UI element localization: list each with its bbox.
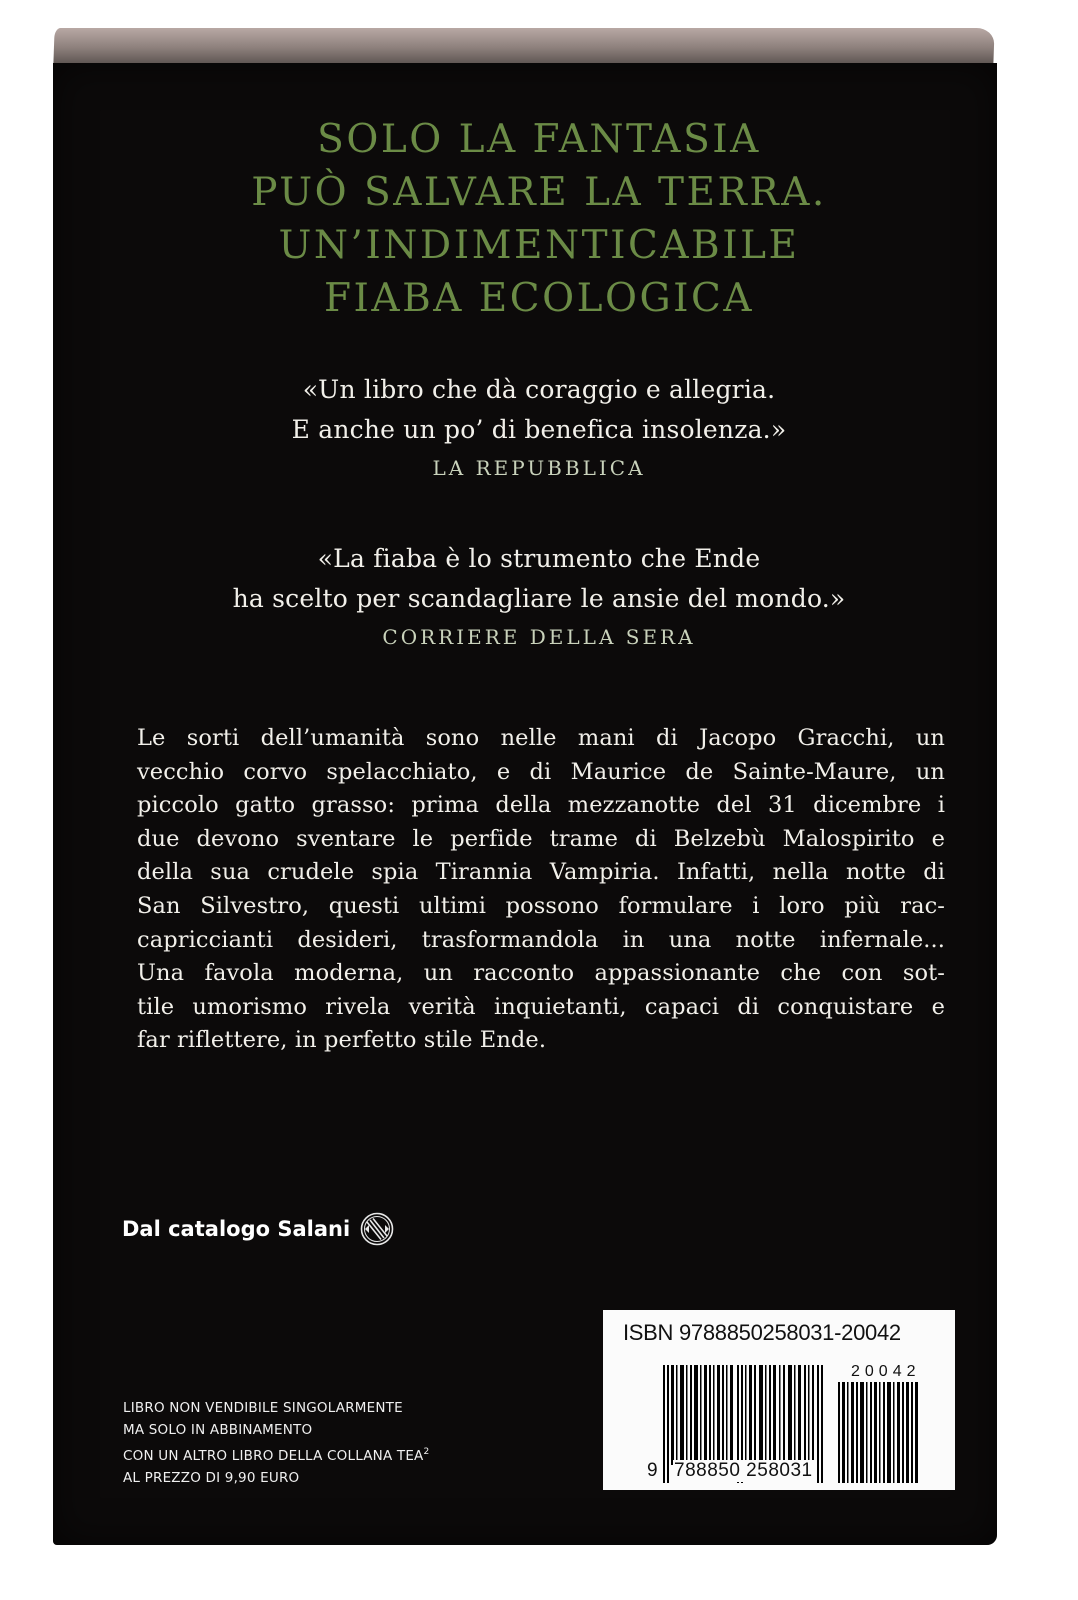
- quote-source: LA REPUBBLICA: [432, 456, 646, 480]
- synopsis: [137, 722, 945, 1058]
- notice-line-text: CON UN ALTRO LIBRO DELLA COLLANA TEA: [123, 1448, 424, 1464]
- addon-barcode-icon: [838, 1382, 918, 1483]
- synopsis-line: Una favola moderna, un racconto appassionante che con sot-: [137, 960, 945, 987]
- publisher-catalog: [122, 1212, 394, 1246]
- notice-line: AL PREZZO DI 9,90 EURO: [123, 1470, 300, 1486]
- synopsis-line: San Silvestro, questi ultimi possono formulare i loro più rac-: [137, 892, 945, 919]
- ean-digits: 788850 258031: [674, 1460, 813, 1481]
- quote-line: «Un libro che dà coraggio e allegria.: [302, 375, 776, 404]
- headline-line: SOLO LA FANTASIA: [317, 117, 761, 162]
- notice-line: LIBRO NON VENDIBILE SINGOLARMENTE: [123, 1400, 403, 1416]
- salani-logo-icon: [360, 1212, 394, 1246]
- synopsis-line: della sua crudele spia Tirannia Vampiria. Infatti, nella notte di: [137, 859, 945, 886]
- headline-line: UN’INDIMENTICABILE: [278, 223, 800, 268]
- quote-line: E anche un po’ di benefica insolenza.»: [291, 415, 787, 444]
- book-top-edge: [53, 28, 994, 64]
- synopsis-line: far riflettere, in perfetto stile Ende.: [137, 1027, 547, 1054]
- synopsis-line: due devono sventare le perfide trame di Belzebù Malospirito e: [137, 825, 945, 852]
- sale-notice: [123, 1397, 429, 1489]
- headline-line: PUÒ SALVARE LA TERRA.: [251, 170, 827, 215]
- review-quote-repubblica: [0, 370, 1078, 486]
- headline-line: FIABA ECOLOGICA: [323, 276, 755, 321]
- quote-line: ha scelto per scandagliare le ansie del mondo.»: [232, 584, 846, 613]
- quote-source: CORRIERE DELLA SERA: [382, 625, 696, 649]
- addon-digits: 20042: [851, 1363, 921, 1380]
- notice-line: [123, 1441, 429, 1467]
- isbn-barcode-label: [603, 1310, 955, 1490]
- synopsis-line: vecchio corvo spelacchiato, e di Maurice de Sainte-Maure, un: [137, 758, 945, 785]
- catalog-label: Dal catalogo Salani: [122, 1217, 351, 1241]
- review-quote-corriere: [0, 539, 1078, 655]
- synopsis-line: tile umorismo rivela verità inquietanti, capaci di conquistare e: [137, 993, 945, 1020]
- synopsis-line: piccolo gatto grasso: prima della mezzanotte del 31 dicembre i: [137, 792, 945, 819]
- isbn-text: ISBN 9788850258031-20042: [623, 1320, 901, 1345]
- synopsis-line: capriccianti desideri, trasformandola in una notte infernale...: [137, 926, 945, 953]
- synopsis-line: Le sorti dell’umanità sono nelle mani di Jacopo Gracchi, un: [137, 725, 945, 751]
- ean-first-digit: 9: [647, 1460, 658, 1481]
- quote-line: «La fiaba è lo strumento che Ende: [317, 544, 761, 573]
- superscript: 2: [423, 1447, 430, 1457]
- notice-line: MA SOLO IN ABBINAMENTO: [123, 1422, 313, 1438]
- headline: [0, 113, 1078, 325]
